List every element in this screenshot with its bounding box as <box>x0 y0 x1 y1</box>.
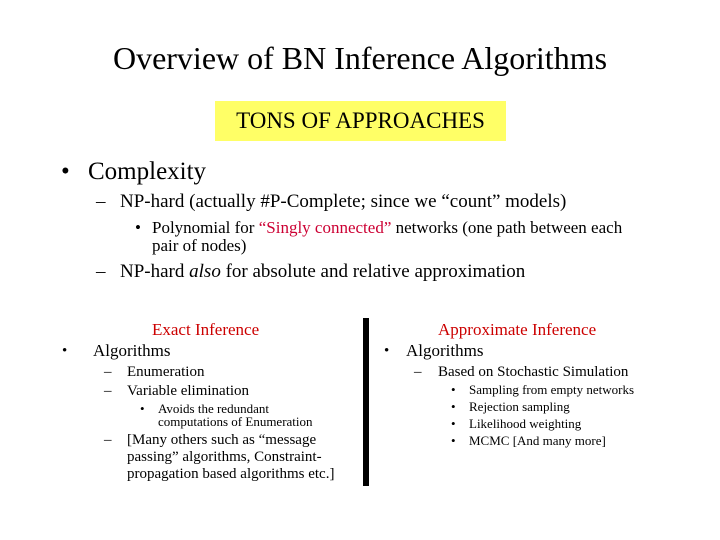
avoids-line-1: Avoids the redundant <box>158 401 269 416</box>
dash: – <box>96 191 106 212</box>
bullet: • <box>135 218 141 237</box>
approximate-heading: Approximate Inference <box>438 320 597 339</box>
bullet: • <box>451 433 456 448</box>
complexity-label: Complexity <box>88 158 207 185</box>
exact-heading: Exact Inference <box>152 320 260 339</box>
dash: – <box>104 383 112 399</box>
approx-sub-item: Rejection sampling <box>469 399 570 414</box>
column-divider <box>363 318 369 486</box>
bullet: • <box>451 382 456 397</box>
stochastic-simulation-item: Based on Stochastic Simulation <box>438 364 629 380</box>
others-line-3: propagation based algorithms etc.] <box>127 466 335 482</box>
approaches-banner: TONS OF APPROACHES <box>215 101 506 141</box>
dash: – <box>96 261 106 282</box>
approx-italic: also <box>189 261 221 282</box>
approx-suffix: for absolute and relative approximation <box>220 261 526 282</box>
polynomial-prefix: Polynomial for <box>152 218 259 237</box>
others-line-2: passing” algorithms, Constraint- <box>127 449 322 465</box>
np-hard-line: NP-hard (actually #P-Complete; since we “count” models) <box>120 191 567 212</box>
approximate-label: Algorithms <box>406 341 484 360</box>
exact-label: Algorithms <box>93 341 171 360</box>
singly-connected-text: “Singly connected” <box>258 218 392 237</box>
bullet: • <box>451 416 456 431</box>
approx-sub-item: Likelihood weighting <box>469 416 582 431</box>
bullet: • <box>140 401 145 416</box>
dash: – <box>104 364 112 380</box>
polynomial-line <box>152 219 622 237</box>
exact-item-variable-elimination: Variable elimination <box>127 383 250 399</box>
avoids-line-2: computations of Enumeration <box>158 414 313 429</box>
approx-sub-item: MCMC [And many more] <box>469 433 606 448</box>
others-line-1: [Many others such as “message <box>127 432 317 448</box>
slide-title: Overview of BN Inference Algorithms <box>112 40 608 76</box>
bullet: • <box>61 158 70 185</box>
approx-prefix: NP-hard <box>120 261 190 282</box>
dash: – <box>414 364 422 380</box>
bullet: • <box>451 399 456 414</box>
dash: – <box>104 432 112 448</box>
approximation-line <box>120 261 525 283</box>
bullet: • <box>384 343 390 359</box>
exact-item-enumeration: Enumeration <box>127 364 205 380</box>
polynomial-suffix: networks (one path between each <box>391 218 623 237</box>
bullet: • <box>62 343 68 359</box>
polynomial-line-2: pair of nodes) <box>152 236 247 255</box>
approx-sub-item: Sampling from empty networks <box>469 382 635 397</box>
